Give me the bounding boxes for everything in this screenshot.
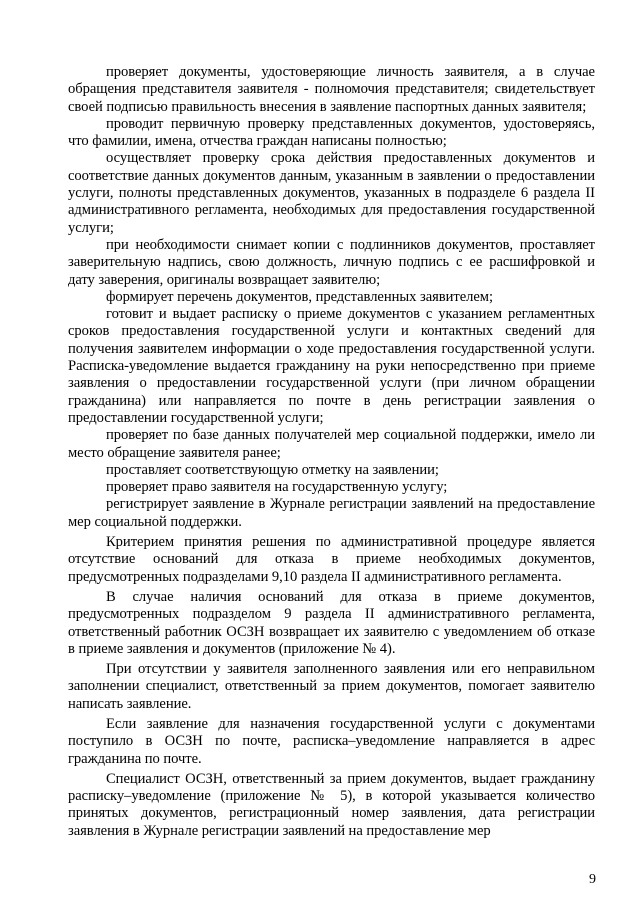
page-number: 9 [589, 872, 596, 887]
paragraph-registration: регистрирует заявление в Журнале регистрации заявлений на предоставление мер социальной поддержки. [68, 496, 595, 530]
paragraph-mark: проставляет соответствующую отметку на заявлении; [106, 461, 439, 478]
paragraph-receipt: готовит и выдает расписку о приеме документов с указанием регламентных сроков предоставления государственной услуги и контактных сведений для получения заявителем информации о ходе предоставления государственной услуги. Расписка-уведомление выдается гражданину на руки непосредственно при приеме заявления о предоставлении государственной услуги (при личном обращении гражданина) или направляется по почте в день регистрации заявления о предоставлении государственной услуги; [68, 306, 595, 426]
paragraph-right-check: проверяет право заявителя на государственную услугу; [106, 479, 448, 496]
paragraph-document-list: формирует перечень документов, представленных заявителем; [106, 288, 493, 305]
paragraph-database-check: проверяет по базе данных получателей мер социальной поддержки, имело ли место обращение заявителя ранее; [68, 427, 595, 461]
paragraph-primary-check: проводит первичную проверку представленных документов, удостоверяясь, что фамилии, имена, отчества граждан написаны полностью; [68, 115, 595, 150]
paragraph-validity-check: осуществляет проверку срока действия предоставленных документов и соответствие данных документов данным, указанным в заявлении о предоставлении услуги, полноты представленных документов, указанных в подразделе 6 раздела II административного регламента, необходимых для предоставления государственной услуги; [68, 150, 595, 236]
paragraph-specialist: Специалист ОСЗН, ответственный за прием документов, выдает гражданину расписку–уведомление (приложение № 5), в которой указывается количество принятых документов, регистрационный номер заявления, дата регистрации заявления в Журнале регистрации заявлений на предоставление мер [68, 770, 595, 839]
paragraph-criterion: Критерием принятия решения по административной процедуре является отсутствие оснований для отказа в приеме необходимых документов, предусмотренных подразделами 9,10 раздела II административного регламента. [68, 534, 595, 585]
paragraph-help-filling: При отсутствии у заявителя заполненного заявления или его неправильном заполнении специалист, ответственный за прием документов, помогает заявителю написать заявление. [68, 661, 595, 712]
paragraph-refusal: В случае наличия оснований для отказа в приеме документов, предусмотренных подразделом 9 раздела II административного регламента, ответственный работник ОСЗН возвращает их заявителю с уведомлением об отказе в приеме заявления и документов (приложение № 4). [68, 588, 595, 657]
paragraph-mail: Если заявление для назначения государственной услуги с документами поступило в ОСЗН по почте, расписка–уведомление направляется в адрес гражданина по почте. [68, 715, 595, 767]
paragraph-check-identity: проверяет документы, удостоверяющие личность заявителя, а в случае обращения представителя заявителя - полномочия представителя; свидетельствует своей подписью правильность внесения в заявление паспортных данных заявителя; [68, 64, 595, 115]
document-body [68, 64, 595, 840]
paragraph-copies: при необходимости снимает копии с подлинников документов, проставляет заверительную надпись, свою должность, личную подпись с ее расшифровкой и дату заверения, оригиналы возвращает заявителю; [68, 236, 595, 288]
